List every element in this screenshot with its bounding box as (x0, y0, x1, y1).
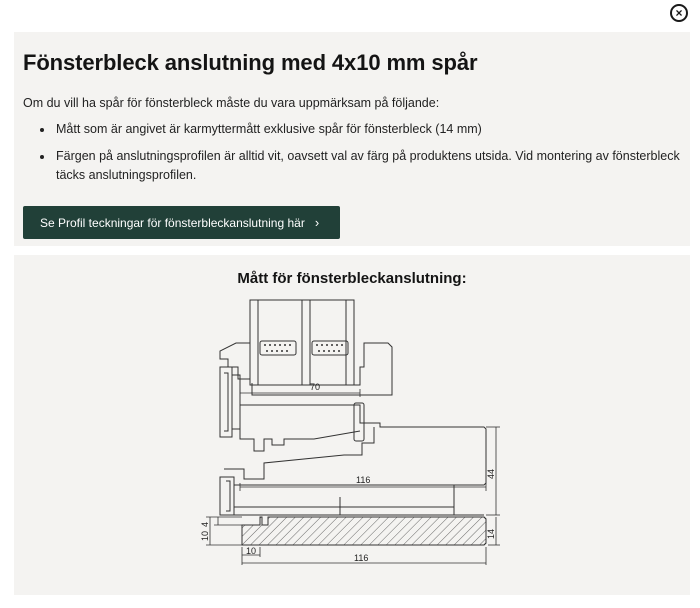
dimension-label: 116 (354, 553, 369, 563)
dimension-label: 44 (486, 468, 496, 479)
sash-frame (250, 300, 354, 385)
requirements-list (23, 120, 681, 185)
dimension-label: 14 (486, 528, 496, 539)
left-seal (220, 367, 232, 437)
frame-middle (224, 427, 374, 479)
list-item: • Färgen på anslutningsprofilen är alltid vit, oavsett val av färg på produktens utsida. Vid montering av fönsterbleck täcks anslutningsprofilen. (54, 147, 681, 185)
lower-left-seal (220, 477, 234, 515)
sill-profile (242, 517, 486, 545)
dimension-label: 70 (310, 382, 321, 392)
profile-drawings-button-label: Se Profil teckningar för fönsterbleckanslutning här (40, 215, 305, 230)
profile-technical-drawing (14, 255, 690, 595)
close-button[interactable] (670, 4, 688, 22)
drawing-title: Mått för fönsterbleckanslutning: (237, 270, 467, 287)
dimension-label: 4 (200, 521, 210, 527)
dimension-label: 10 (200, 530, 210, 541)
chevron-right-icon: › (314, 215, 320, 230)
intro-text: Om du vill ha spår för fönsterbleck måste du vara uppmärksam på följande: (23, 96, 440, 110)
info-card (14, 32, 690, 246)
profile-drawings-button[interactable] (23, 206, 340, 239)
modal-title: Fönsterbleck anslutning med 4x10 mm spår (23, 50, 478, 75)
close-icon: × (675, 6, 683, 20)
dimension-label: 116 (356, 475, 371, 485)
drawing-card (14, 255, 690, 595)
list-item: • Mått som är angivet är karmyttermått exklusive spår för fönsterbleck (14 mm) (54, 120, 681, 139)
dimension-label: 10 (246, 546, 257, 556)
